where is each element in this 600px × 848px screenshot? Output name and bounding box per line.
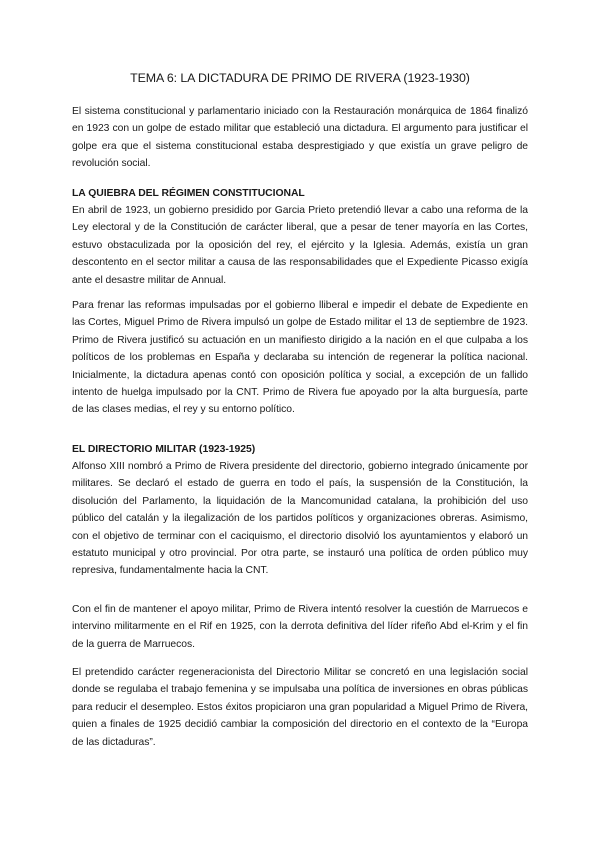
section-heading-quiebra: LA QUIEBRA DEL RÉGIMEN CONSTITUCIONAL [72,188,305,199]
paragraph-quiebra-1: En abril de 1923, un gobierno presidido por Garcia Prieto pretendió llevar a cabo una reforma de la Ley electoral y de la Constitución de carácter liberal, que a pesar de tener mayoría en las Cortes, estuvo obstaculizada por la oposición del rey, el ejército y la Iglesia. Además, existía un gran descontento en el sector militar a causa de las responsabilidades que el Expediente Picasso exigía ante el desastre militar de Annual. [72,205,528,286]
paragraph-directorio-3: El pretendido carácter regeneracionista del Directorio Militar se concretó en una legislación social donde se regulaba el trabajo femenina y se impulsaba una política de inversiones en obras públicas para reducir el desempleo. Estos éxitos propiciaron una gran popularidad a Miguel Primo de Rivera, quien a finales de 1925 decidió cambiar la composición del directorio en el contexto de la “Europa de las dictaduras”. [72,667,528,748]
paragraph-directorio-2: Con el fin de mantener el apoyo militar, Primo de Rivera intentó resolver la cuestión de Marruecos e intervino militarmente en el Rif en 1925, con la derrota definitiva del líder rifeño Abd el-Krim y el fin de la guerra de Marruecos. [72,604,528,650]
section-heading-directorio: EL DIRECTORIO MILITAR (1923-1925) [72,444,256,455]
paragraph-directorio-1: Alfonso XIII nombró a Primo de Rivera presidente del directorio, gobierno integrado únicamente por militares. Se declaró el estado de guerra en todo el país, la suspensión de la Constitución, la disolución del Parlamento, la liquidación de la Mancomunidad catalana, la prohibición del uso público del catalán y la ilegalización de los partidos políticos y organizaciones obreras. Asimismo, con el objetivo de terminar con el caciquismo, el directorio disolvió los ayuntamientos y elaboró un estatuto municipal y otro provincial. Por otra parte, se instauró una política de orden público muy represiva, fundamentalmente hacia la CNT. [72,461,528,577]
document-title: TEMA 6: LA DICTADURA DE PRIMO DE RIVERA (1923-1930) [130,71,470,85]
intro-paragraph: El sistema constitucional y parlamentario iniciado con la Restauración monárquica de 1864 finalizó en 1923 con un golpe de estado militar que estableció una dictadura. El argumento para justificar el golpe era que el sistema constitucional estaba desprestigiado y que existía un grave peligro de revolución social. [72,106,528,170]
paragraph-quiebra-2: Para frenar las reformas impulsadas por el gobierno lliberal e impedir el debate de Expediente en las Cortes, Miguel Primo de Rivera impulsó un golpe de Estado militar el 13 de septiembre de 1923. Primo de Rivera justificó su actuación en un manifiesto dirigido a la nación en el que culpaba a los políticos de los problemas en España y declaraba su intención de regenerar la política nacional. Inicialmente, la dictadura apenas contó con oposición política y social, a excepción de un fallido intento de huelga impulsado por la CNT. Primo de Rivera fue apoyado por la alta burguesía, parte de las clases medias, el rey y su entorno político. [72,300,528,416]
